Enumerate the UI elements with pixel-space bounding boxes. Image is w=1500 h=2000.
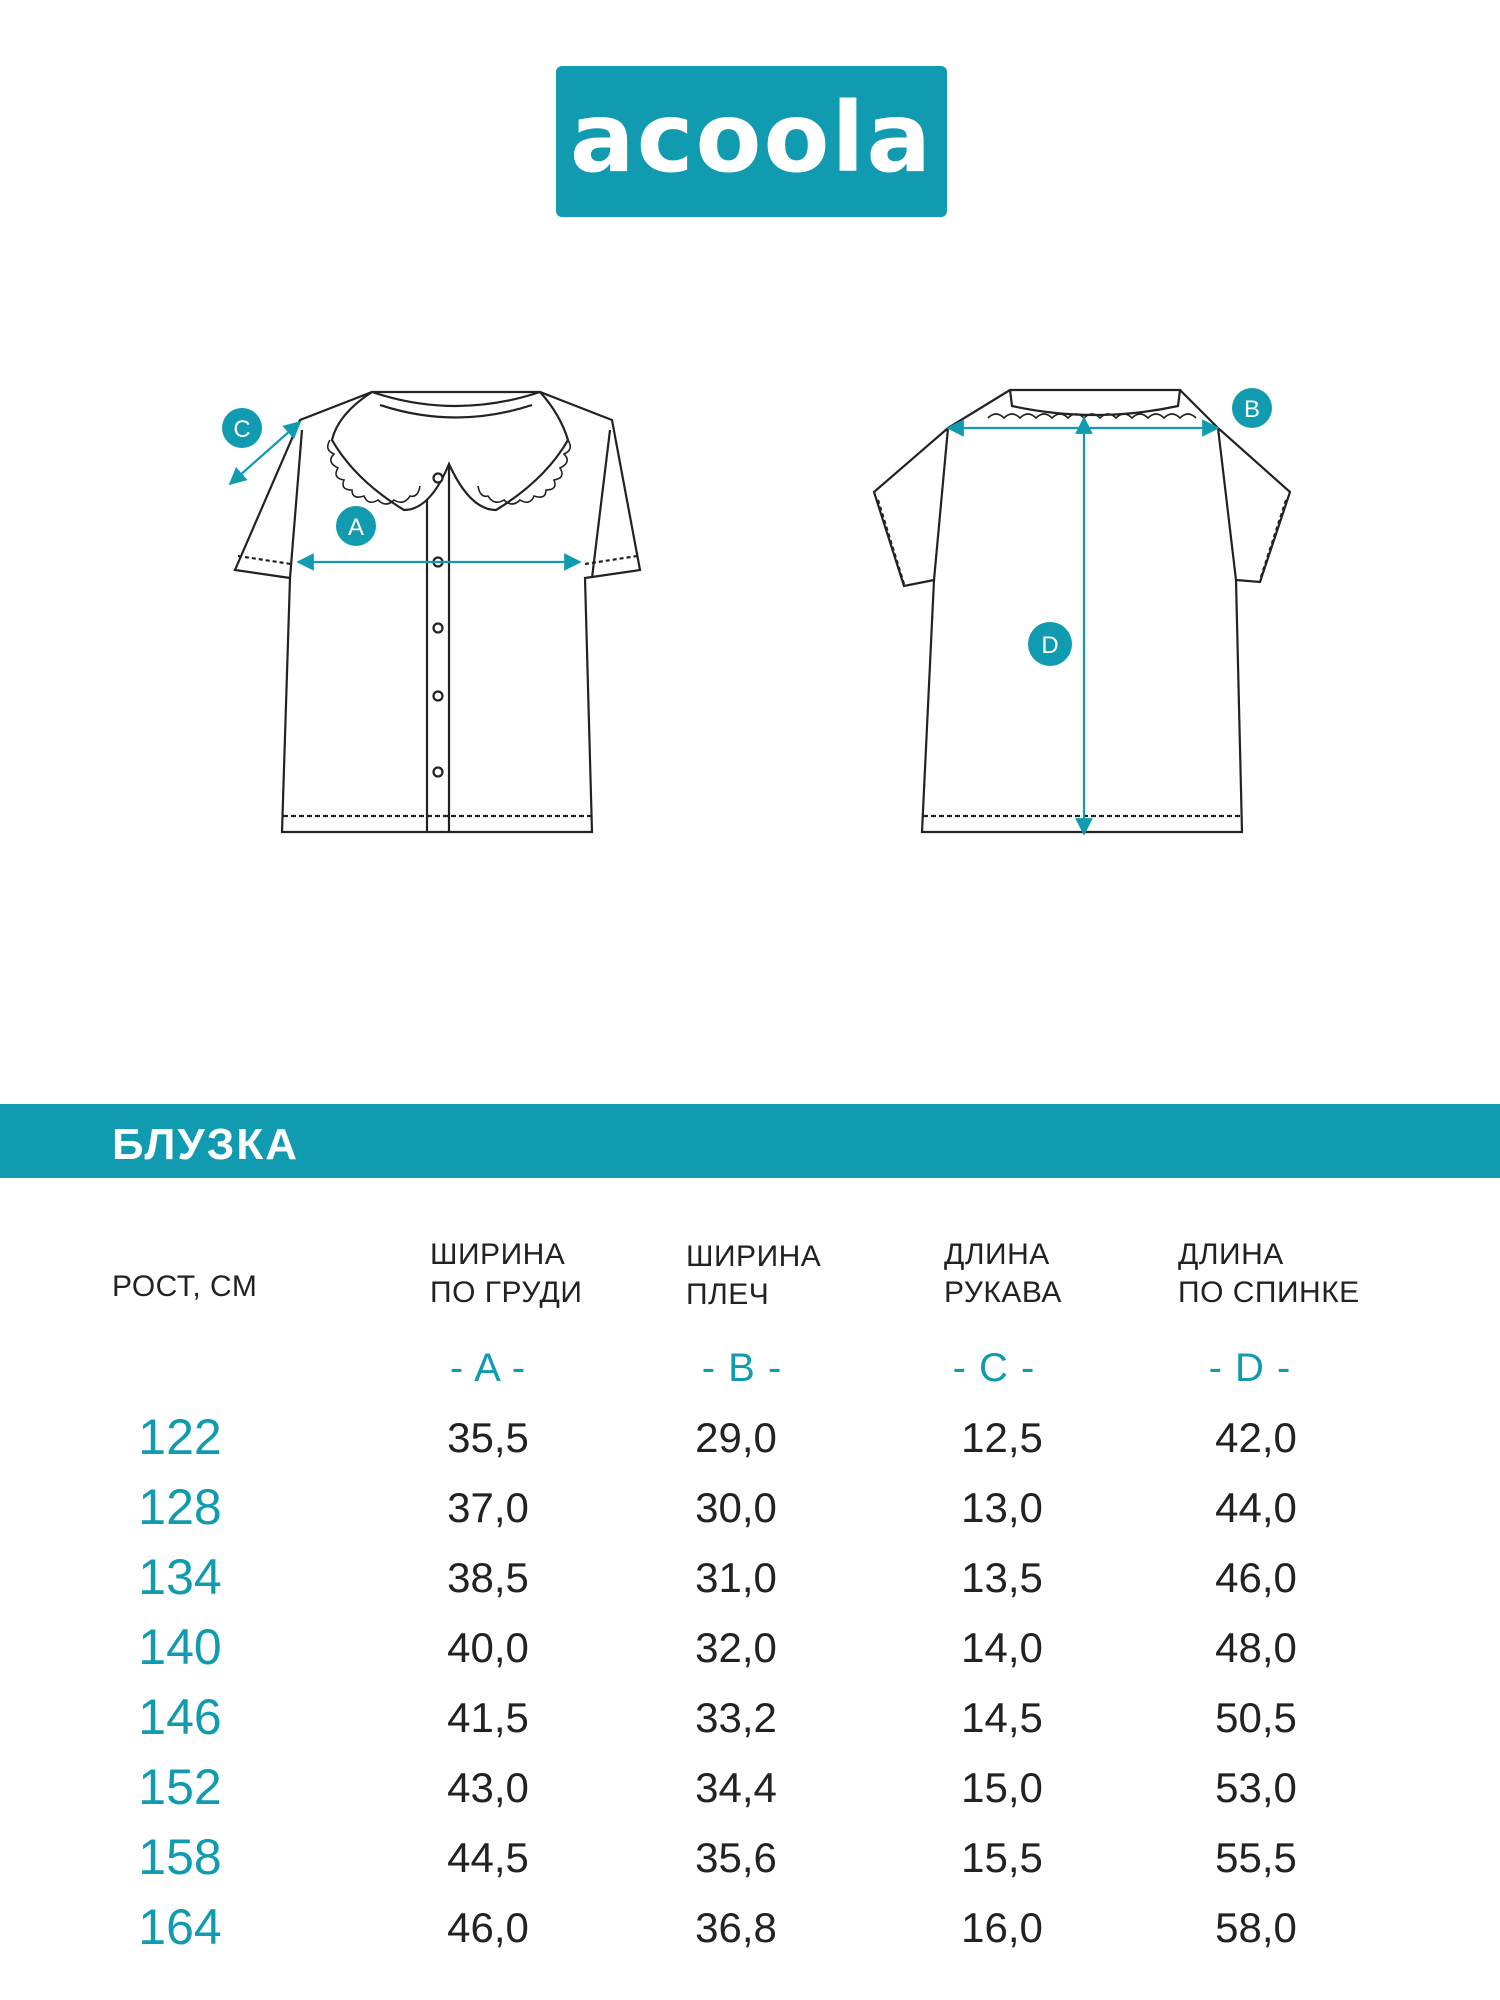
cell-b: 34,4 xyxy=(695,1764,777,1811)
table-row xyxy=(0,1759,1500,1834)
cell-d: 53,0 xyxy=(1215,1764,1297,1811)
cell-a: 41,5 xyxy=(447,1694,529,1741)
front-view-blouse xyxy=(235,392,640,832)
column-header-c: ДЛИНА РУКАВА xyxy=(944,1238,1062,1309)
column-code-b: - B - xyxy=(701,1346,783,1390)
cell-a: 37,0 xyxy=(447,1484,529,1531)
cell-b: 31,0 xyxy=(695,1554,777,1601)
cell-d: 50,5 xyxy=(1215,1694,1297,1741)
column-code-d: - D - xyxy=(1208,1346,1292,1390)
cell-c: 16,0 xyxy=(961,1904,1043,1951)
cell-c: 15,0 xyxy=(961,1764,1043,1811)
column-header-d: ДЛИНА ПО СПИНКЕ xyxy=(1178,1238,1360,1309)
cell-b: 30,0 xyxy=(695,1484,777,1531)
cell-b: 35,6 xyxy=(695,1834,777,1881)
cell-c: 15,5 xyxy=(961,1834,1043,1881)
cell-d: 42,0 xyxy=(1215,1414,1297,1461)
height-column-header: РОСТ, СМ xyxy=(112,1270,258,1303)
height-cell: 152 xyxy=(138,1759,222,1815)
table-row xyxy=(0,1409,1500,1484)
height-cell: 128 xyxy=(138,1479,222,1535)
marker-d xyxy=(1028,622,1072,666)
table-row xyxy=(0,1619,1500,1694)
cell-d: 44,0 xyxy=(1215,1484,1297,1531)
cell-d: 55,5 xyxy=(1215,1834,1297,1881)
table-row xyxy=(0,1689,1500,1764)
cell-b: 29,0 xyxy=(695,1414,777,1461)
table-row xyxy=(0,1899,1500,1974)
back-view-blouse xyxy=(874,390,1290,832)
height-cell: 122 xyxy=(138,1409,222,1465)
cell-a: 40,0 xyxy=(447,1624,529,1671)
section-title: БЛУЗКА xyxy=(112,1120,299,1169)
cell-a: 43,0 xyxy=(447,1764,529,1811)
height-cell: 140 xyxy=(138,1619,222,1675)
marker-b-label: B xyxy=(1243,396,1261,423)
column-code-c: - C - xyxy=(952,1346,1036,1390)
brand-logo-text: acoola xyxy=(569,81,934,194)
cell-b: 36,8 xyxy=(695,1904,777,1951)
garment-diagram xyxy=(0,360,1500,880)
marker-d-label: D xyxy=(1041,632,1059,659)
cell-b: 32,0 xyxy=(695,1624,777,1671)
marker-a-label: A xyxy=(347,514,365,541)
table-row xyxy=(0,1479,1500,1554)
table-row xyxy=(0,1549,1500,1624)
height-cell: 164 xyxy=(138,1899,222,1955)
height-cell: 134 xyxy=(138,1549,222,1605)
cell-b: 33,2 xyxy=(695,1694,777,1741)
column-code-a: - A - xyxy=(449,1346,527,1390)
cell-d: 46,0 xyxy=(1215,1554,1297,1601)
marker-b xyxy=(1232,388,1272,428)
height-cell: 158 xyxy=(138,1829,222,1885)
cell-c: 13,5 xyxy=(961,1554,1043,1601)
marker-a xyxy=(336,506,376,546)
column-header-a: ШИРИНА ПО ГРУДИ xyxy=(430,1238,583,1309)
brand-logo xyxy=(556,66,947,217)
cell-c: 14,0 xyxy=(961,1624,1043,1671)
height-cell: 146 xyxy=(138,1689,222,1745)
section-band xyxy=(0,1104,1500,1178)
cell-d: 58,0 xyxy=(1215,1904,1297,1951)
cell-a: 46,0 xyxy=(447,1904,529,1951)
cell-a: 35,5 xyxy=(447,1414,529,1461)
cell-c: 13,0 xyxy=(961,1484,1043,1531)
column-header-b: ШИРИНА ПЛЕЧ xyxy=(686,1240,822,1311)
cell-d: 48,0 xyxy=(1215,1624,1297,1671)
table-row xyxy=(0,1829,1500,1904)
cell-c: 14,5 xyxy=(961,1694,1043,1741)
cell-a: 38,5 xyxy=(447,1554,529,1601)
marker-c-label: C xyxy=(233,416,251,443)
cell-c: 12,5 xyxy=(961,1414,1043,1461)
cell-a: 44,5 xyxy=(447,1834,529,1881)
marker-c xyxy=(222,408,262,448)
